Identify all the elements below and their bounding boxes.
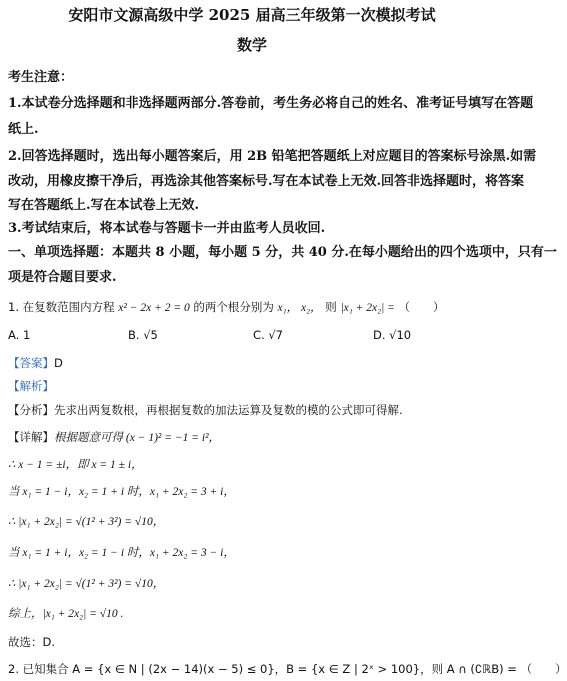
q1-option-c: C. √7 bbox=[253, 328, 283, 342]
notice-item-1-line-2: 纸上. bbox=[8, 122, 39, 137]
subject-title: 数学 bbox=[236, 36, 267, 54]
answer-value: D bbox=[54, 356, 63, 370]
q1-stem-mid: 的两个根分别为 bbox=[193, 300, 274, 314]
q1-stem-prefix: 1. 在复数范围内方程 bbox=[8, 300, 115, 314]
xiangjie-tag: 【详解】 bbox=[8, 430, 54, 444]
answer-tag: 【答案】 bbox=[8, 356, 54, 370]
section-heading-line-2: 项是符合题目要求. bbox=[8, 270, 117, 285]
q1-roots: x₁， x₂， bbox=[277, 302, 322, 314]
notice-item-2-line-1: 2.回答选择题时，选出每小题答案后，用 2B 铅笔把答题纸上对应题目的答案标号涂黑.如需 bbox=[8, 149, 537, 164]
q1-option-a: A. 1 bbox=[8, 328, 31, 342]
q1-fenxi: 【分析】先求出两复数根，再根据复数的加法运算及复数的模的公式即可得解. bbox=[8, 403, 403, 417]
analysis-tag: 【解析】 bbox=[8, 379, 54, 393]
q1-step-7: 综上，|x₁ + 2x₂| = √10 . bbox=[8, 608, 124, 620]
q1-options bbox=[8, 328, 498, 344]
q1-step-2: ∴ x − 1 = ±i，即 x = 1 ± i， bbox=[8, 459, 143, 471]
q1-option-d: D. √10 bbox=[373, 328, 412, 342]
q1-step-1 bbox=[8, 429, 498, 445]
q1-option-b: B. √5 bbox=[128, 328, 158, 342]
q1-step-4: ∴ |x₁ + 2x₂| = √(1² + 3²) = √10， bbox=[8, 516, 165, 528]
q1-answer bbox=[8, 355, 498, 371]
exam-title: 安阳市文源高级中学 2025 届高三年级第一次模拟考试 bbox=[68, 6, 436, 24]
section-heading-line-1: 一、单项选择题：本题共 8 小题，每小题 5 分，共 40 分.在每小题给出的四个选项中，只有一 bbox=[8, 245, 557, 260]
q1-step-6: ∴ |x₁ + 2x₂| = √(1² + 3²) = √10， bbox=[8, 578, 165, 590]
notice-item-1-line-1: 1.本试卷分选择题和非选择题两部分.答卷前，考生务必将自己的姓名、准考证号填写在答题 bbox=[8, 96, 534, 111]
q1-expression: |x₁ + 2x₂| = bbox=[340, 302, 395, 314]
notice-item-2-line-2: 改动，用橡皮擦干净后，再选涂其他答案标号.写在本试卷上无效.回答非选择题时，将答案 bbox=[8, 174, 525, 189]
question-2-stem: 2. 已知集合 A = {x ∈ N | (2x − 14)(x − 5) ≤ 0}，B = {x ∈ Z | 2ˣ > 100}，则 A ∩ (∁ℝB) = （ ） bbox=[8, 662, 567, 676]
q1-step-3: 当 x₁ = 1 − i，x₂ = 1 + i 时，x₁ + 2x₂ = 3 + i， bbox=[8, 486, 235, 498]
notice-heading: 考生注意： bbox=[8, 70, 74, 85]
step-1-text: 根据题意可得 (x − 1)² = −1 = i²， bbox=[54, 432, 221, 444]
notice-item-3: 3.考试结束后，将本试卷与答题卡一并由监考人员收回. bbox=[8, 221, 326, 236]
q1-equation: x² − 2x + 2 = 0 bbox=[118, 302, 190, 314]
q1-paren: （ ） bbox=[398, 300, 445, 314]
question-1-stem bbox=[8, 299, 498, 315]
notice-item-2-line-3: 写在答题纸上.写在本试卷上无效. bbox=[8, 198, 200, 213]
q1-step-5: 当 x₁ = 1 + i，x₂ = 1 − i 时，x₁ + 2x₂ = 3 − i， bbox=[8, 547, 235, 559]
q1-stem-then: 则 bbox=[325, 300, 337, 314]
q1-conclusion: 故选：D. bbox=[8, 635, 56, 649]
